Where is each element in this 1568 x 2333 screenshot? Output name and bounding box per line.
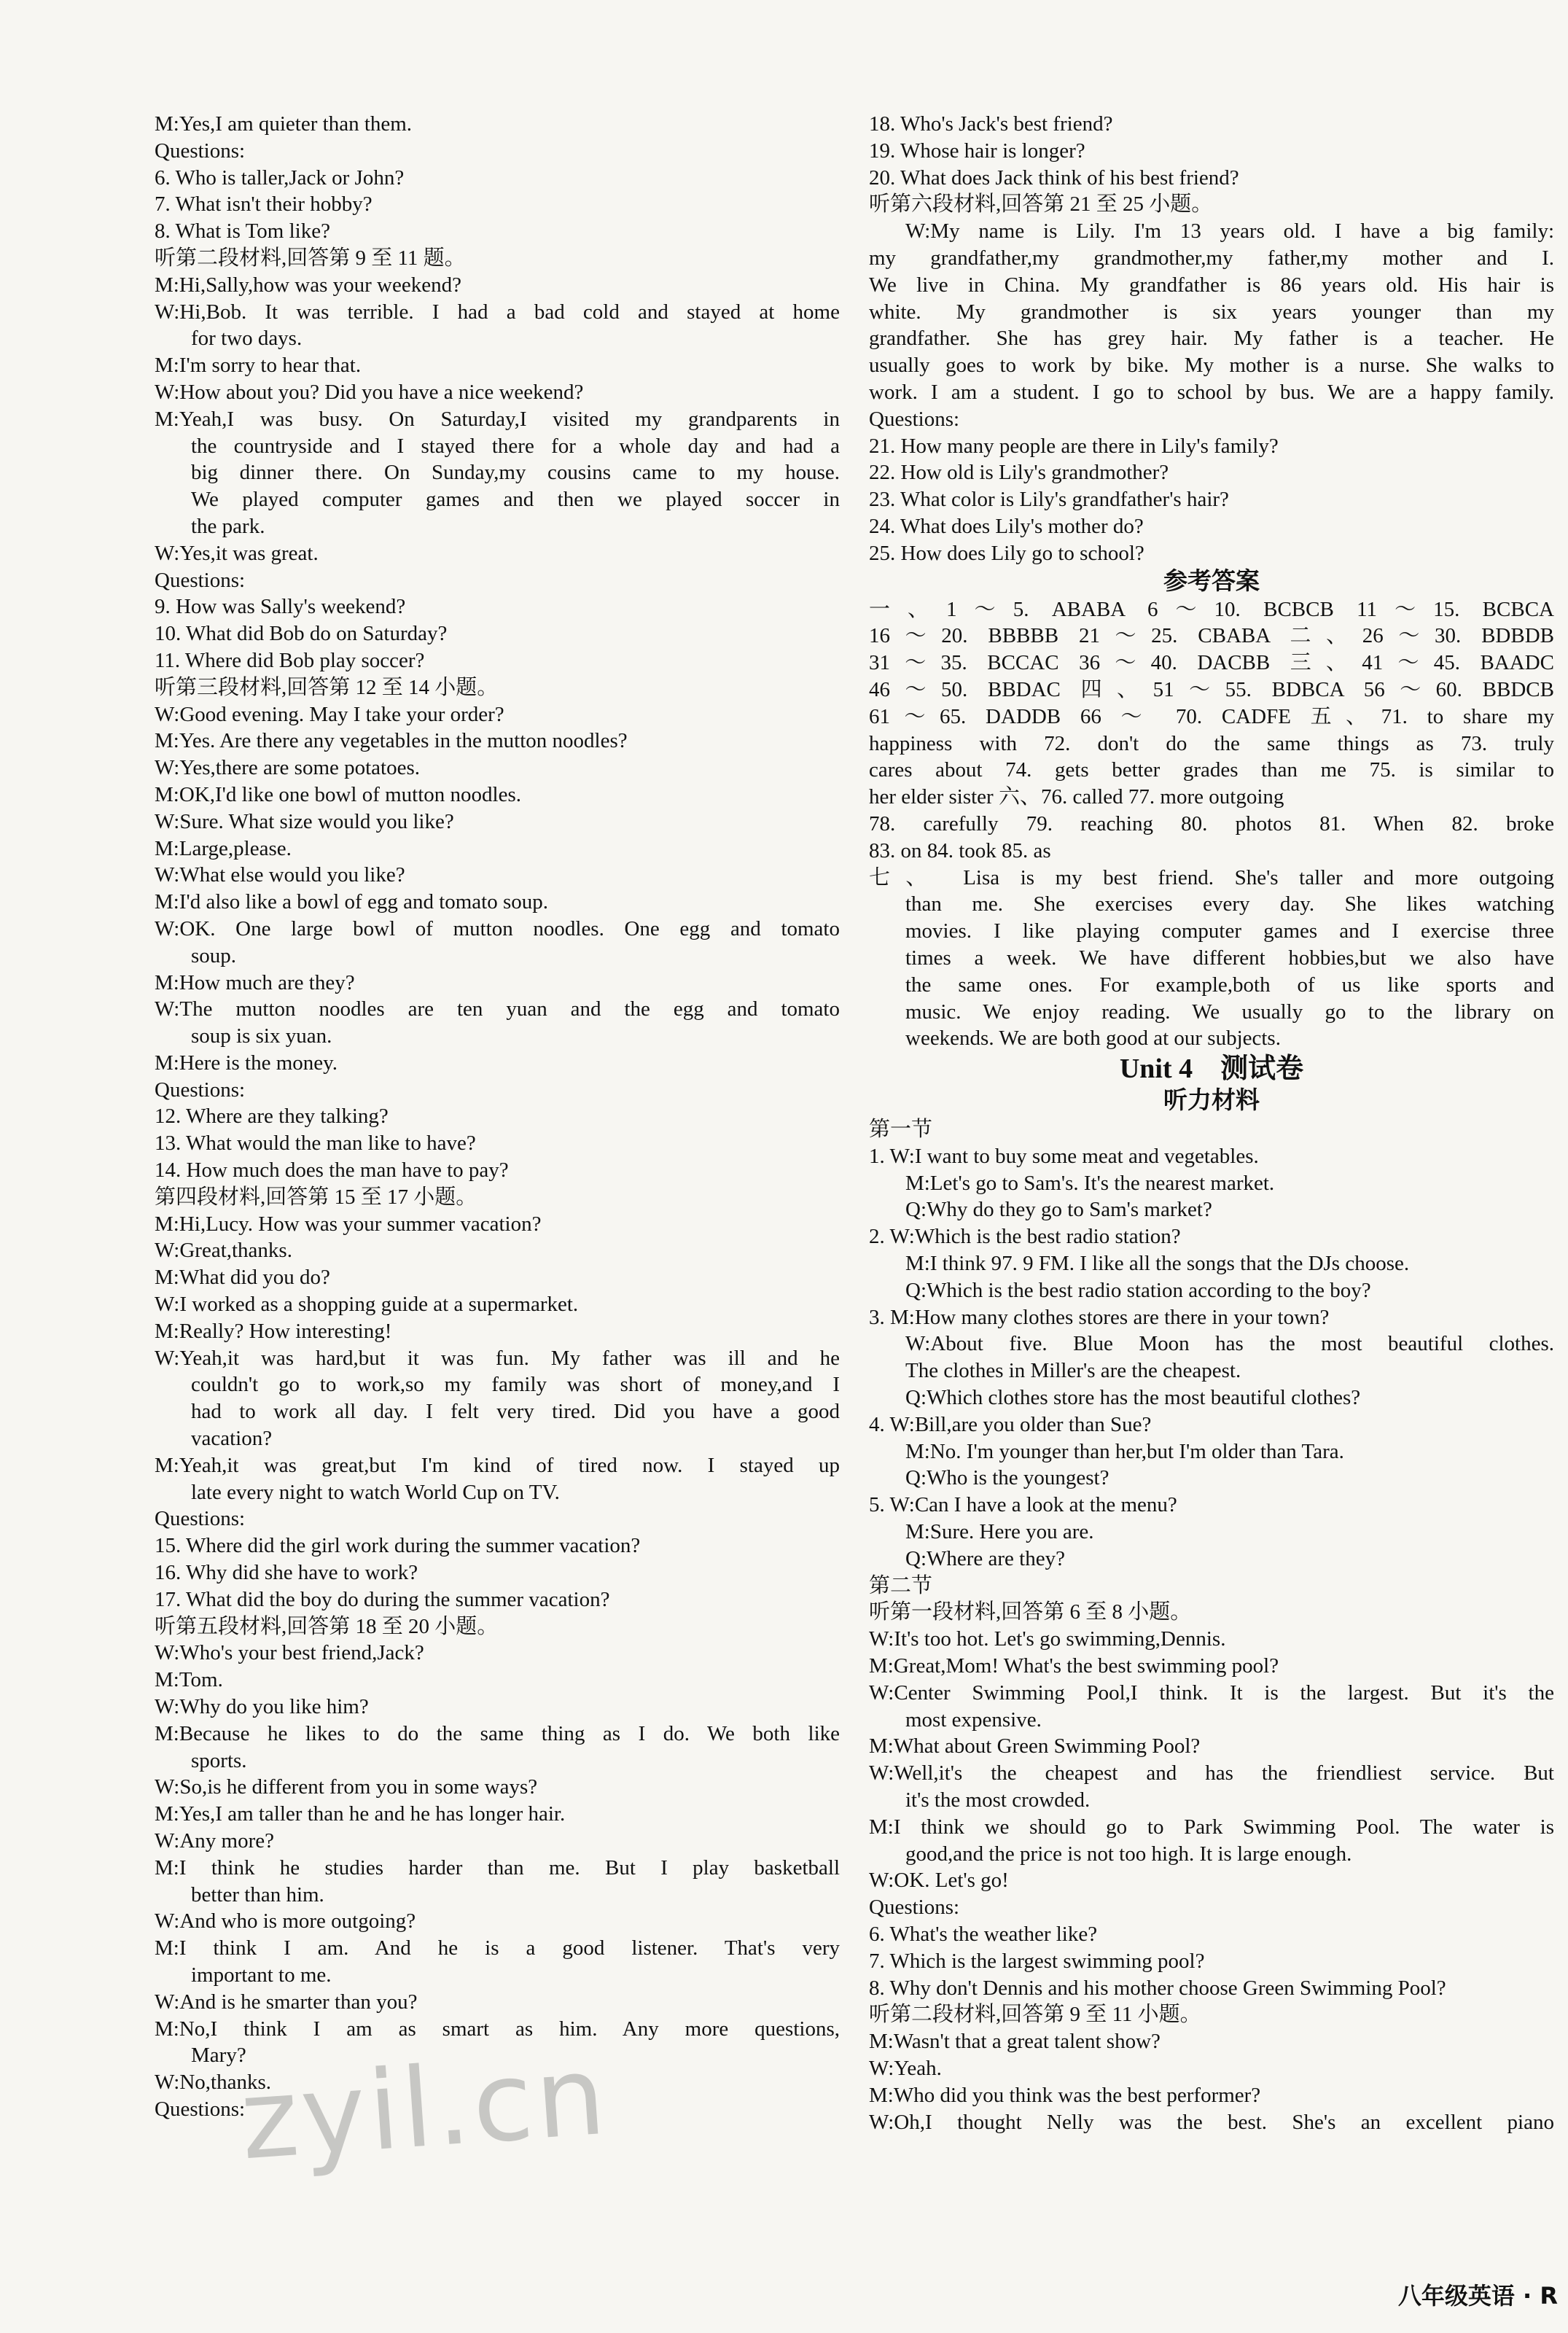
text-line: 七、 Lisa is my best friend. She's taller and more outgoing xyxy=(869,865,1554,889)
text-line: We live in China. My grandfather is 86 years old. His hair is xyxy=(869,273,1554,297)
text-line: W:Great,thanks. xyxy=(155,1239,292,1263)
text-line: 第四段材料,回答第 15 至 17 小题。 xyxy=(155,1185,477,1209)
text-line: M:I'd also like a bowl of egg and tomato soup. xyxy=(155,890,549,914)
text-line: M:Because he likes to do the same thing as I do. We both like xyxy=(155,1721,840,1745)
text-line: 8. What is Tom like? xyxy=(155,219,330,244)
text-line: 18. Who's Jack's best friend? xyxy=(869,112,1113,136)
text-line: W:The mutton noodles are ten yuan and the egg and tomato xyxy=(155,997,840,1021)
text-line: W:What else would you like? xyxy=(155,863,405,887)
text-line: M:No,I think I am as smart as him. Any more questions, xyxy=(155,2017,840,2041)
page-footer: 八年级英语 · R xyxy=(1397,2282,1558,2310)
text-line: times a week. We have different hobbies,but we also have xyxy=(905,946,1554,970)
text-line: cares about 74. gets better grades than me 75. is similar to xyxy=(869,758,1554,782)
text-line: Questions: xyxy=(155,1078,246,1102)
text-line: 听第二段材料,回答第 9 至 11 小题。 xyxy=(869,2003,1201,2027)
text-line: M:Hi,Lucy. How was your summer vacation? xyxy=(155,1212,542,1236)
text-line: grandfather. She has grey hair. My father is a teacher. He xyxy=(869,327,1554,351)
text-line: W:Who's your best friend,Jack? xyxy=(155,1641,424,1665)
text-line: W:And who is more outgoing? xyxy=(155,1909,416,1933)
text-line: 46～50. BBDAC 四、51～55. BDBCA 56～60. BBDCB xyxy=(869,677,1554,701)
text-line: Questions: xyxy=(869,1896,960,1920)
text-line: soup. xyxy=(191,943,237,967)
left-column xyxy=(155,111,840,2123)
text-line: M:What did you do? xyxy=(155,1266,330,1290)
text-line: Q:Which clothes store has the most beautiful clothes? xyxy=(905,1386,1361,1410)
text-line: M:Tom. xyxy=(155,1668,223,1692)
text-line: Questions: xyxy=(155,1507,246,1531)
text-line: 1. W:I want to buy some meat and vegetables. xyxy=(869,1144,1259,1168)
text-line: 6. Who is taller,Jack or John? xyxy=(155,165,405,190)
text-line: Questions: xyxy=(155,139,246,163)
text-line: sports. xyxy=(191,1748,247,1772)
text-line: M:No. I'm younger than her,but I'm older than Tara. xyxy=(905,1439,1344,1463)
text-line: for two days. xyxy=(191,327,303,351)
text-line: M:Really? How interesting! xyxy=(155,1319,392,1343)
text-line: 16. Why did she have to work? xyxy=(155,1561,418,1585)
text-line: M:What about Green Swimming Pool? xyxy=(869,1734,1201,1758)
text-line: had to work all day. I felt very tired. Did you have a good xyxy=(191,1400,840,1424)
text-line: Unit 4 测试卷 xyxy=(1119,1053,1304,1085)
text-line: music. We enjoy reading. We usually go to the library on xyxy=(905,1000,1554,1024)
text-line: 6. What's the weather like? xyxy=(869,1923,1098,1946)
text-line: 31～35. BCCAC 36～40. DACBB 三、41～45. BAADC xyxy=(869,651,1554,675)
text-line: usually goes to work by bike. My mother is a nurse. She walks to xyxy=(869,354,1554,378)
text-line: 14. How much does the man have to pay? xyxy=(155,1158,509,1183)
text-line: The clothes in Miller's are the cheapest. xyxy=(905,1359,1241,1383)
text-line: W:I worked as a shopping guide at a supermarket. xyxy=(155,1293,579,1317)
text-line: 4. W:Bill,are you older than Sue? xyxy=(869,1412,1152,1436)
text-line: W:Yeah. xyxy=(869,2056,942,2080)
text-line: than me. She exercises every day. She likes watching xyxy=(905,892,1554,916)
text-line: M:Sure. Here you are. xyxy=(905,1520,1094,1544)
text-line: 一、1～5. ABABA 6～10. BCBCB 11～15. BCBCA xyxy=(869,597,1554,621)
text-line: 17. What did the boy do during the summer vacation? xyxy=(155,1587,610,1611)
text-line: W:Any more? xyxy=(155,1829,275,1853)
text-line: weekends. We are both good at our subjects. xyxy=(905,1027,1281,1051)
text-line: 11. Where did Bob play soccer? xyxy=(155,648,425,672)
text-line: 78. carefully 79. reaching 80. photos 81. When 82. broke xyxy=(869,811,1554,836)
text-line: 22. How old is Lily's grandmother? xyxy=(869,461,1169,485)
text-line: it's the most crowded. xyxy=(905,1788,1091,1812)
text-line: better than him. xyxy=(191,1882,324,1906)
text-line: M:Yes,I am quieter than them. xyxy=(155,112,413,136)
text-line: 16～20. BBBBB 21～25. CBABA 二、26～30. BDBDB xyxy=(869,624,1554,648)
text-line: 20. What does Jack think of his best friend? xyxy=(869,165,1239,190)
text-line: W:Yes,it was great. xyxy=(155,541,319,565)
text-line: 听力材料 xyxy=(1163,1088,1260,1115)
text-line: M:Yes,I am taller than he and he has longer hair. xyxy=(155,1802,566,1826)
text-line: W:Yes,there are some potatoes. xyxy=(155,756,421,780)
text-line: white. My grandmother is six years younger than my xyxy=(869,300,1554,324)
text-line: soup is six yuan. xyxy=(191,1024,332,1048)
text-line: 24. What does Lily's mother do? xyxy=(869,514,1144,538)
watermark: zyil.cn xyxy=(236,2032,612,2185)
text-line: 听第二段材料,回答第 9 至 11 题。 xyxy=(155,246,466,270)
text-line: Q:Where are they? xyxy=(905,1546,1065,1570)
text-line: M:Who did you think was the best performer? xyxy=(869,2083,1261,2107)
text-line: work. I am a student. I go to school by bus. We are a happy family. xyxy=(869,380,1554,404)
text-line: M:I think he studies harder than me. But I play basketball xyxy=(155,1855,840,1880)
text-line: Questions: xyxy=(869,407,960,431)
text-line: W:OK. Let's go! xyxy=(869,1869,1009,1893)
text-line: 听第三段材料,回答第 12 至 14 小题。 xyxy=(155,675,499,699)
text-line: We played computer games and then we played soccer in xyxy=(191,488,840,512)
text-line: Questions: xyxy=(155,568,246,592)
text-line: 7. What isn't their hobby? xyxy=(155,192,373,217)
text-line: 15. Where did the girl work during the summer vacation? xyxy=(155,1534,641,1558)
text-line: W:And is he smarter than you? xyxy=(155,1990,418,2014)
text-line: W:It's too hot. Let's go swimming,Dennis. xyxy=(869,1627,1226,1651)
text-line: W:Sure. What size would you like? xyxy=(155,809,454,833)
text-line: W:How about you? Did you have a nice weekend? xyxy=(155,380,584,404)
text-line: the park. xyxy=(191,514,265,538)
text-line: her elder sister 六、76. called 77. more outgoing xyxy=(869,785,1284,809)
text-line: W:Center Swimming Pool,I think. It is the largest. But it's the xyxy=(869,1680,1554,1705)
text-line: the same ones. For example,both of us like sports and xyxy=(905,973,1554,997)
text-line: 第一节 xyxy=(869,1118,933,1142)
text-line: 5. W:Can I have a look at the menu? xyxy=(869,1493,1177,1517)
text-line: big dinner there. On Sunday,my cousins came to my house. xyxy=(191,461,840,485)
text-line: W:So,is he different from you in some ways? xyxy=(155,1775,538,1799)
text-line: M:Yeah,it was great,but I'm kind of tired now. I stayed up xyxy=(155,1453,840,1477)
text-line: M:I think I am. And he is a good listener. That's very xyxy=(155,1936,840,1960)
text-line: M:Yes. Are there any vegetables in the mutton noodles? xyxy=(155,729,628,753)
text-line: good,and the price is not too high. It is large enough. xyxy=(905,1842,1352,1866)
text-line: W:About five. Blue Moon has the most beautiful clothes. xyxy=(905,1332,1554,1356)
text-line: M:Wasn't that a great talent show? xyxy=(869,2030,1161,2054)
text-line: W:Well,it's the cheapest and has the friendliest service. But xyxy=(869,1761,1554,1785)
text-line: important to me. xyxy=(191,1963,332,1987)
text-line: my grandfather,my grandmother,my father,my mother and I. xyxy=(869,246,1554,270)
text-line: late every night to watch World Cup on TV. xyxy=(191,1480,560,1504)
text-line: 83. on 84. took 85. as xyxy=(869,838,1051,862)
text-line: W:My name is Lily. I'm 13 years old. I have a big family: xyxy=(905,219,1554,244)
text-line: W:Hi,Bob. It was terrible. I had a bad cold and stayed at home xyxy=(155,300,840,324)
text-line: 第二节 xyxy=(869,1573,933,1597)
text-line: couldn't go to work,so my family was short of money,and I xyxy=(191,1373,840,1397)
text-line: W:No,thanks. xyxy=(155,2071,272,2095)
text-line: M:OK,I'd like one bowl of mutton noodles. xyxy=(155,782,522,806)
text-line: M:Here is the money. xyxy=(155,1051,338,1075)
text-line: 25. How does Lily go to school? xyxy=(869,541,1144,565)
text-line: 10. What did Bob do on Saturday? xyxy=(155,622,448,646)
text-line: M:Large,please. xyxy=(155,836,292,860)
text-line: Q:Who is the youngest? xyxy=(905,1466,1109,1490)
text-line: 13. What would the man like to have? xyxy=(155,1132,476,1156)
text-line: M:I'm sorry to hear that. xyxy=(155,354,362,378)
text-line: 3. M:How many clothes stores are there in your town? xyxy=(869,1305,1330,1329)
text-line: W:Yeah,it was hard,but it was fun. My father was ill and he xyxy=(155,1346,840,1370)
text-line: W:Why do you like him? xyxy=(155,1695,369,1719)
text-line: 61～65. DADDB 66 ～ 70. CADFE 五、71. to share my xyxy=(869,704,1554,728)
text-line: vacation? xyxy=(191,1427,273,1451)
text-line: Q:Why do they go to Sam's market? xyxy=(905,1198,1212,1222)
text-line: 19. Whose hair is longer? xyxy=(869,139,1085,163)
text-line: 21. How many people are there in Lily's family? xyxy=(869,434,1279,458)
text-line: 听第六段材料,回答第 21 至 25 小题。 xyxy=(869,192,1213,217)
text-line: 听第五段材料,回答第 18 至 20 小题。 xyxy=(155,1614,499,1638)
text-line: W:Oh,I thought Nelly was the best. She's an excellent piano xyxy=(869,2110,1554,2134)
text-line: 参考答案 xyxy=(1163,568,1260,595)
text-line: W:OK. One large bowl of mutton noodles. One egg and tomato xyxy=(155,916,840,940)
text-line: 9. How was Sally's weekend? xyxy=(155,595,406,619)
text-line: M:How much are they? xyxy=(155,970,355,994)
text-line: Mary? xyxy=(191,2044,246,2068)
text-line: happiness with 72. don't do the same things as 73. truly xyxy=(869,731,1554,755)
text-line: M:Let's go to Sam's. It's the nearest market. xyxy=(905,1171,1275,1195)
text-line: movies. I like playing computer games and I exercise three xyxy=(905,919,1554,943)
text-line: M:Great,Mom! What's the best swimming pool? xyxy=(869,1654,1279,1678)
text-line: M:I think we should go to Park Swimming Pool. The water is xyxy=(869,1815,1554,1839)
text-line: 听第一段材料,回答第 6 至 8 小题。 xyxy=(869,1600,1192,1624)
text-line: 7. Which is the largest swimming pool? xyxy=(869,1949,1205,1973)
text-line: Q:Which is the best radio station according to the boy? xyxy=(905,1278,1371,1302)
right-column xyxy=(869,111,1554,2135)
text-line: 8. Why don't Dennis and his mother choose Green Swimming Pool? xyxy=(869,1976,1446,2000)
text-line: 2. W:Which is the best radio station? xyxy=(869,1225,1181,1249)
text-line: the countryside and I stayed there for a whole day and had a xyxy=(191,434,840,458)
text-line: 12. Where are they talking? xyxy=(155,1105,389,1129)
text-line: most expensive. xyxy=(905,1707,1042,1732)
text-line: M:Yeah,I was busy. On Saturday,I visited my grandparents in xyxy=(155,407,840,431)
text-line: Questions: xyxy=(155,2097,246,2121)
text-line: W:Good evening. May I take your order? xyxy=(155,702,504,726)
text-line: 23. What color is Lily's grandfather's hair? xyxy=(869,488,1229,512)
text-line: M:I think 97. 9 FM. I like all the songs that the DJs choose. xyxy=(905,1252,1410,1276)
text-line: M:Hi,Sally,how was your weekend? xyxy=(155,273,461,297)
